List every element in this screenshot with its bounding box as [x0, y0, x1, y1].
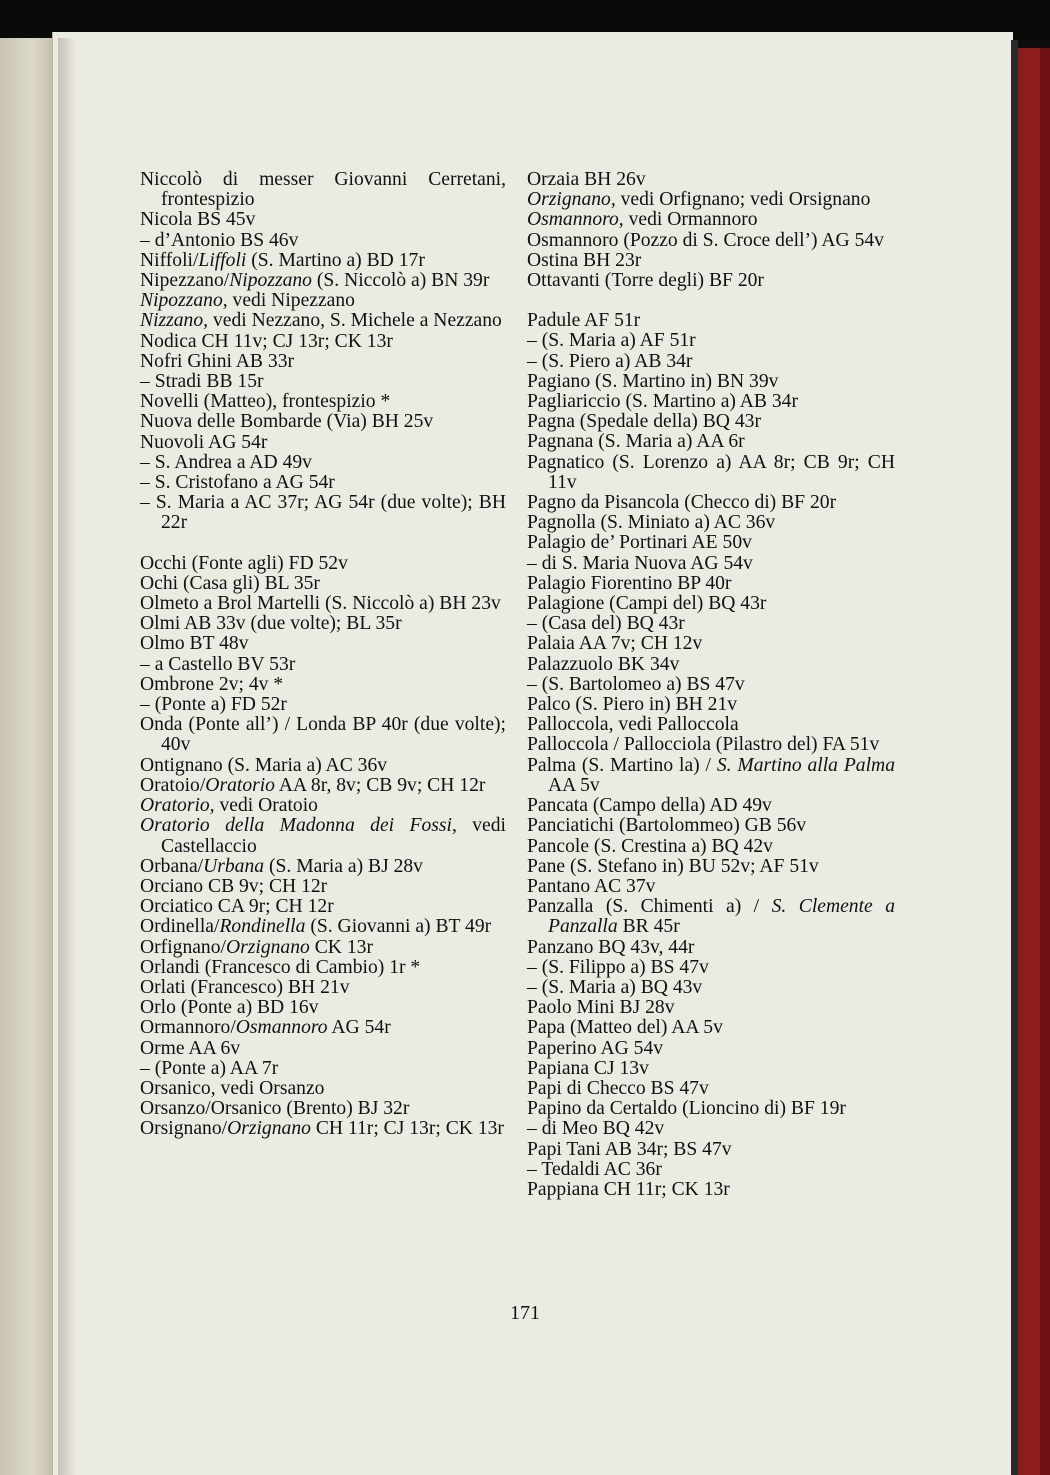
- index-entry: Orlandi (Francesco di Cambio) 1r *: [140, 956, 421, 978]
- index-entry: Occhi (Fonte agli) FD 52v: [140, 552, 348, 574]
- index-entry: – (S. Piero a) AB 34r: [527, 350, 693, 372]
- index-entry: Nuovoli AG 54r: [140, 431, 268, 453]
- index-entry: Panciatichi (Bartolommeo) GB 56v: [527, 815, 807, 837]
- index-entry: Novelli (Matteo), frontespizio *: [140, 391, 391, 413]
- index-entry: Niccolò di messer Giovanni Cerretani, frontespizio: [140, 169, 506, 211]
- index-entry: Niffoli/Liffoli (S. Martino a) BD 17r: [140, 249, 425, 271]
- index-entry: Pagna (Spedale della) BQ 43r: [527, 411, 761, 433]
- index-entry: – di Meo BQ 42v: [527, 1118, 665, 1140]
- index-entry: Palagio de’ Portinari AE 50v: [527, 532, 752, 554]
- index-entry: Pagnolla (S. Miniato a) AC 36v: [527, 512, 776, 534]
- index-entry: Oratorio, vedi Oratoio: [140, 795, 318, 817]
- index-column-right: [527, 170, 895, 1200]
- index-entry: Orsignano/Orzignano CH 11r; CJ 13r; CK 13r: [140, 1118, 504, 1140]
- index-column-left: [140, 170, 506, 1140]
- index-entry: Pagliariccio (S. Martino a) AB 34r: [527, 391, 798, 413]
- index-entry: Ostina BH 23r: [527, 249, 642, 271]
- index-entry: Orzignano, vedi Orfignano; vedi Orsignano: [527, 189, 871, 211]
- index-entry: Palma (S. Martino la) / S. Martino alla Palma AA 5v: [527, 754, 895, 796]
- index-entry: Pagnana (S. Maria a) AA 6r: [527, 431, 745, 453]
- index-entry: Olmeto a Brol Martelli (S. Niccolò a) BH 23v: [140, 593, 501, 615]
- index-entry: Palloccola, vedi Palloccola: [527, 714, 739, 736]
- index-entry: Orlati (Francesco) BH 21v: [140, 976, 350, 998]
- page-gutter-shadow: [58, 38, 76, 1475]
- index-entry: Ombrone 2v; 4v *: [140, 673, 284, 695]
- index-entry: Papi Tani AB 34r; BS 47v: [527, 1138, 732, 1160]
- index-entry: Palagio Fiorentino BP 40r: [527, 572, 732, 594]
- index-entry: Onda (Ponte all’) / Londa BP 40r (due volte); 40v: [140, 714, 506, 756]
- index-entry: – S. Maria a AC 37r; AG 54r (due volte); BH 22r: [140, 492, 506, 534]
- book-cover-shadow: [1040, 48, 1050, 1475]
- index-entry: Ontignano (S. Maria a) AC 36v: [140, 754, 388, 776]
- index-entry: – d’Antonio BS 46v: [140, 229, 299, 251]
- index-entry: Osmannoro, vedi Ormannoro: [527, 209, 758, 231]
- index-entry: Palaia AA 7v; CH 12v: [527, 633, 703, 655]
- index-entry: – (S. Maria a) AF 51r: [527, 330, 696, 352]
- index-entry: Ormannoro/Osmannoro AG 54r: [140, 1017, 391, 1039]
- index-entry: – di S. Maria Nuova AG 54v: [527, 552, 753, 574]
- facing-page-edge: [0, 38, 58, 1475]
- index-entry: Pagnatico (S. Lorenzo a) AA 8r; CB 9r; CH 11v: [527, 451, 895, 493]
- index-entry: Padule AF 51r: [527, 310, 641, 332]
- index-entry: Ordinella/Rondinella (S. Giovanni a) BT 49r: [140, 916, 492, 938]
- index-entry: Palagione (Campi del) BQ 43r: [527, 593, 767, 615]
- index-entry: Papi di Checco BS 47v: [527, 1077, 709, 1099]
- index-entry: – S. Andrea a AD 49v: [140, 451, 312, 473]
- index-entry: Oratorio della Madonna dei Fossi, vedi Castellaccio: [140, 815, 506, 857]
- page-right-edge: [1011, 40, 1018, 1475]
- index-entry: Papino da Certaldo (Lioncino di) BF 19r: [527, 1098, 846, 1120]
- index-entry: Olmi AB 33v (due volte); BL 35r: [140, 613, 402, 635]
- index-entry: Nicola BS 45v: [140, 209, 256, 231]
- section-gap: [140, 534, 506, 554]
- index-entry: – (S. Maria a) BQ 43v: [527, 976, 703, 998]
- index-entry: Papa (Matteo del) AA 5v: [527, 1017, 723, 1039]
- index-entry: Pane (S. Stefano in) BU 52v; AF 51v: [527, 855, 819, 877]
- index-entry: Paolo Mini BJ 28v: [527, 997, 675, 1019]
- index-entry: Nipezzano/Nipozzano (S. Niccolò a) BN 39r: [140, 270, 490, 292]
- index-entry: Orme AA 6v: [140, 1037, 241, 1059]
- index-entry: Orsanzo/Orsanico (Brento) BJ 32r: [140, 1098, 410, 1120]
- index-entry: Palazzuolo BK 34v: [527, 653, 680, 675]
- index-entry: Orlo (Ponte a) BD 16v: [140, 997, 319, 1019]
- index-entry: Ottavanti (Torre degli) BF 20r: [527, 270, 764, 292]
- index-entry: Pagno da Pisancola (Checco di) BF 20r: [527, 492, 837, 514]
- index-entry: – (Ponte a) FD 52r: [140, 694, 287, 716]
- index-entry: Nipozzano, vedi Nipezzano: [140, 290, 355, 312]
- index-entry: Orciano CB 9v; CH 12r: [140, 875, 328, 897]
- index-entry: Pantano AC 37v: [527, 875, 656, 897]
- index-entry: Nizzano, vedi Nezzano, S. Michele a Nezzano: [140, 310, 502, 332]
- index-entry: Palloccola / Pallocciola (Pilastro del) FA 51v: [527, 734, 880, 756]
- index-entry: Papiana CJ 13v: [527, 1057, 649, 1079]
- index-entry: – (Casa del) BQ 43r: [527, 613, 685, 635]
- index-entry: Orfignano/Orzignano CK 13r: [140, 936, 373, 958]
- index-entry: Panzano BQ 43v, 44r: [527, 936, 695, 958]
- index-entry: Nodica CH 11v; CJ 13r; CK 13r: [140, 330, 393, 352]
- index-entry: Osmannoro (Pozzo di S. Croce dell’) AG 54v: [527, 229, 884, 251]
- index-entry: Pancole (S. Crestina a) BQ 42v: [527, 835, 773, 857]
- index-entry: Orsanico, vedi Orsanzo: [140, 1077, 325, 1099]
- index-entry: Orzaia BH 26v: [527, 169, 646, 190]
- index-entry: Paperino AG 54v: [527, 1037, 664, 1059]
- index-entry: – a Castello BV 53r: [140, 653, 296, 675]
- index-entry: Panzalla (S. Chimenti a) / S. Clemente a Panzalla BR 45r: [527, 896, 895, 938]
- index-entry: Pancata (Campo della) AD 49v: [527, 795, 772, 817]
- index-entry: Palco (S. Piero in) BH 21v: [527, 694, 738, 716]
- section-gap: [527, 291, 895, 311]
- index-entry: – Tedaldi AC 36r: [527, 1158, 662, 1180]
- index-entry: Oratoio/Oratorio AA 8r, 8v; CB 9v; CH 12r: [140, 774, 486, 796]
- page-number: 171: [510, 1302, 540, 1324]
- index-entry: Pagiano (S. Martino in) BN 39v: [527, 370, 779, 392]
- index-entry: Orciatico CA 9r; CH 12r: [140, 896, 334, 918]
- index-entry: Pappiana CH 11r; CK 13r: [527, 1178, 730, 1200]
- index-entry: Nofri Ghini AB 33r: [140, 350, 295, 372]
- index-entry: Nuova delle Bombarde (Via) BH 25v: [140, 411, 434, 433]
- index-entry: – (S. Filippo a) BS 47v: [527, 956, 709, 978]
- index-entry: – Stradi BB 15r: [140, 371, 264, 393]
- index-entry: Orbana/Urbana (S. Maria a) BJ 28v: [140, 855, 423, 877]
- index-entry: – (S. Bartolomeo a) BS 47v: [527, 673, 745, 695]
- index-entry: – S. Cristofano a AG 54r: [140, 472, 335, 494]
- index-entry: Ochi (Casa gli) BL 35r: [140, 572, 320, 594]
- index-entry: – (Ponte a) AA 7r: [140, 1057, 279, 1079]
- index-entry: Olmo BT 48v: [140, 633, 249, 655]
